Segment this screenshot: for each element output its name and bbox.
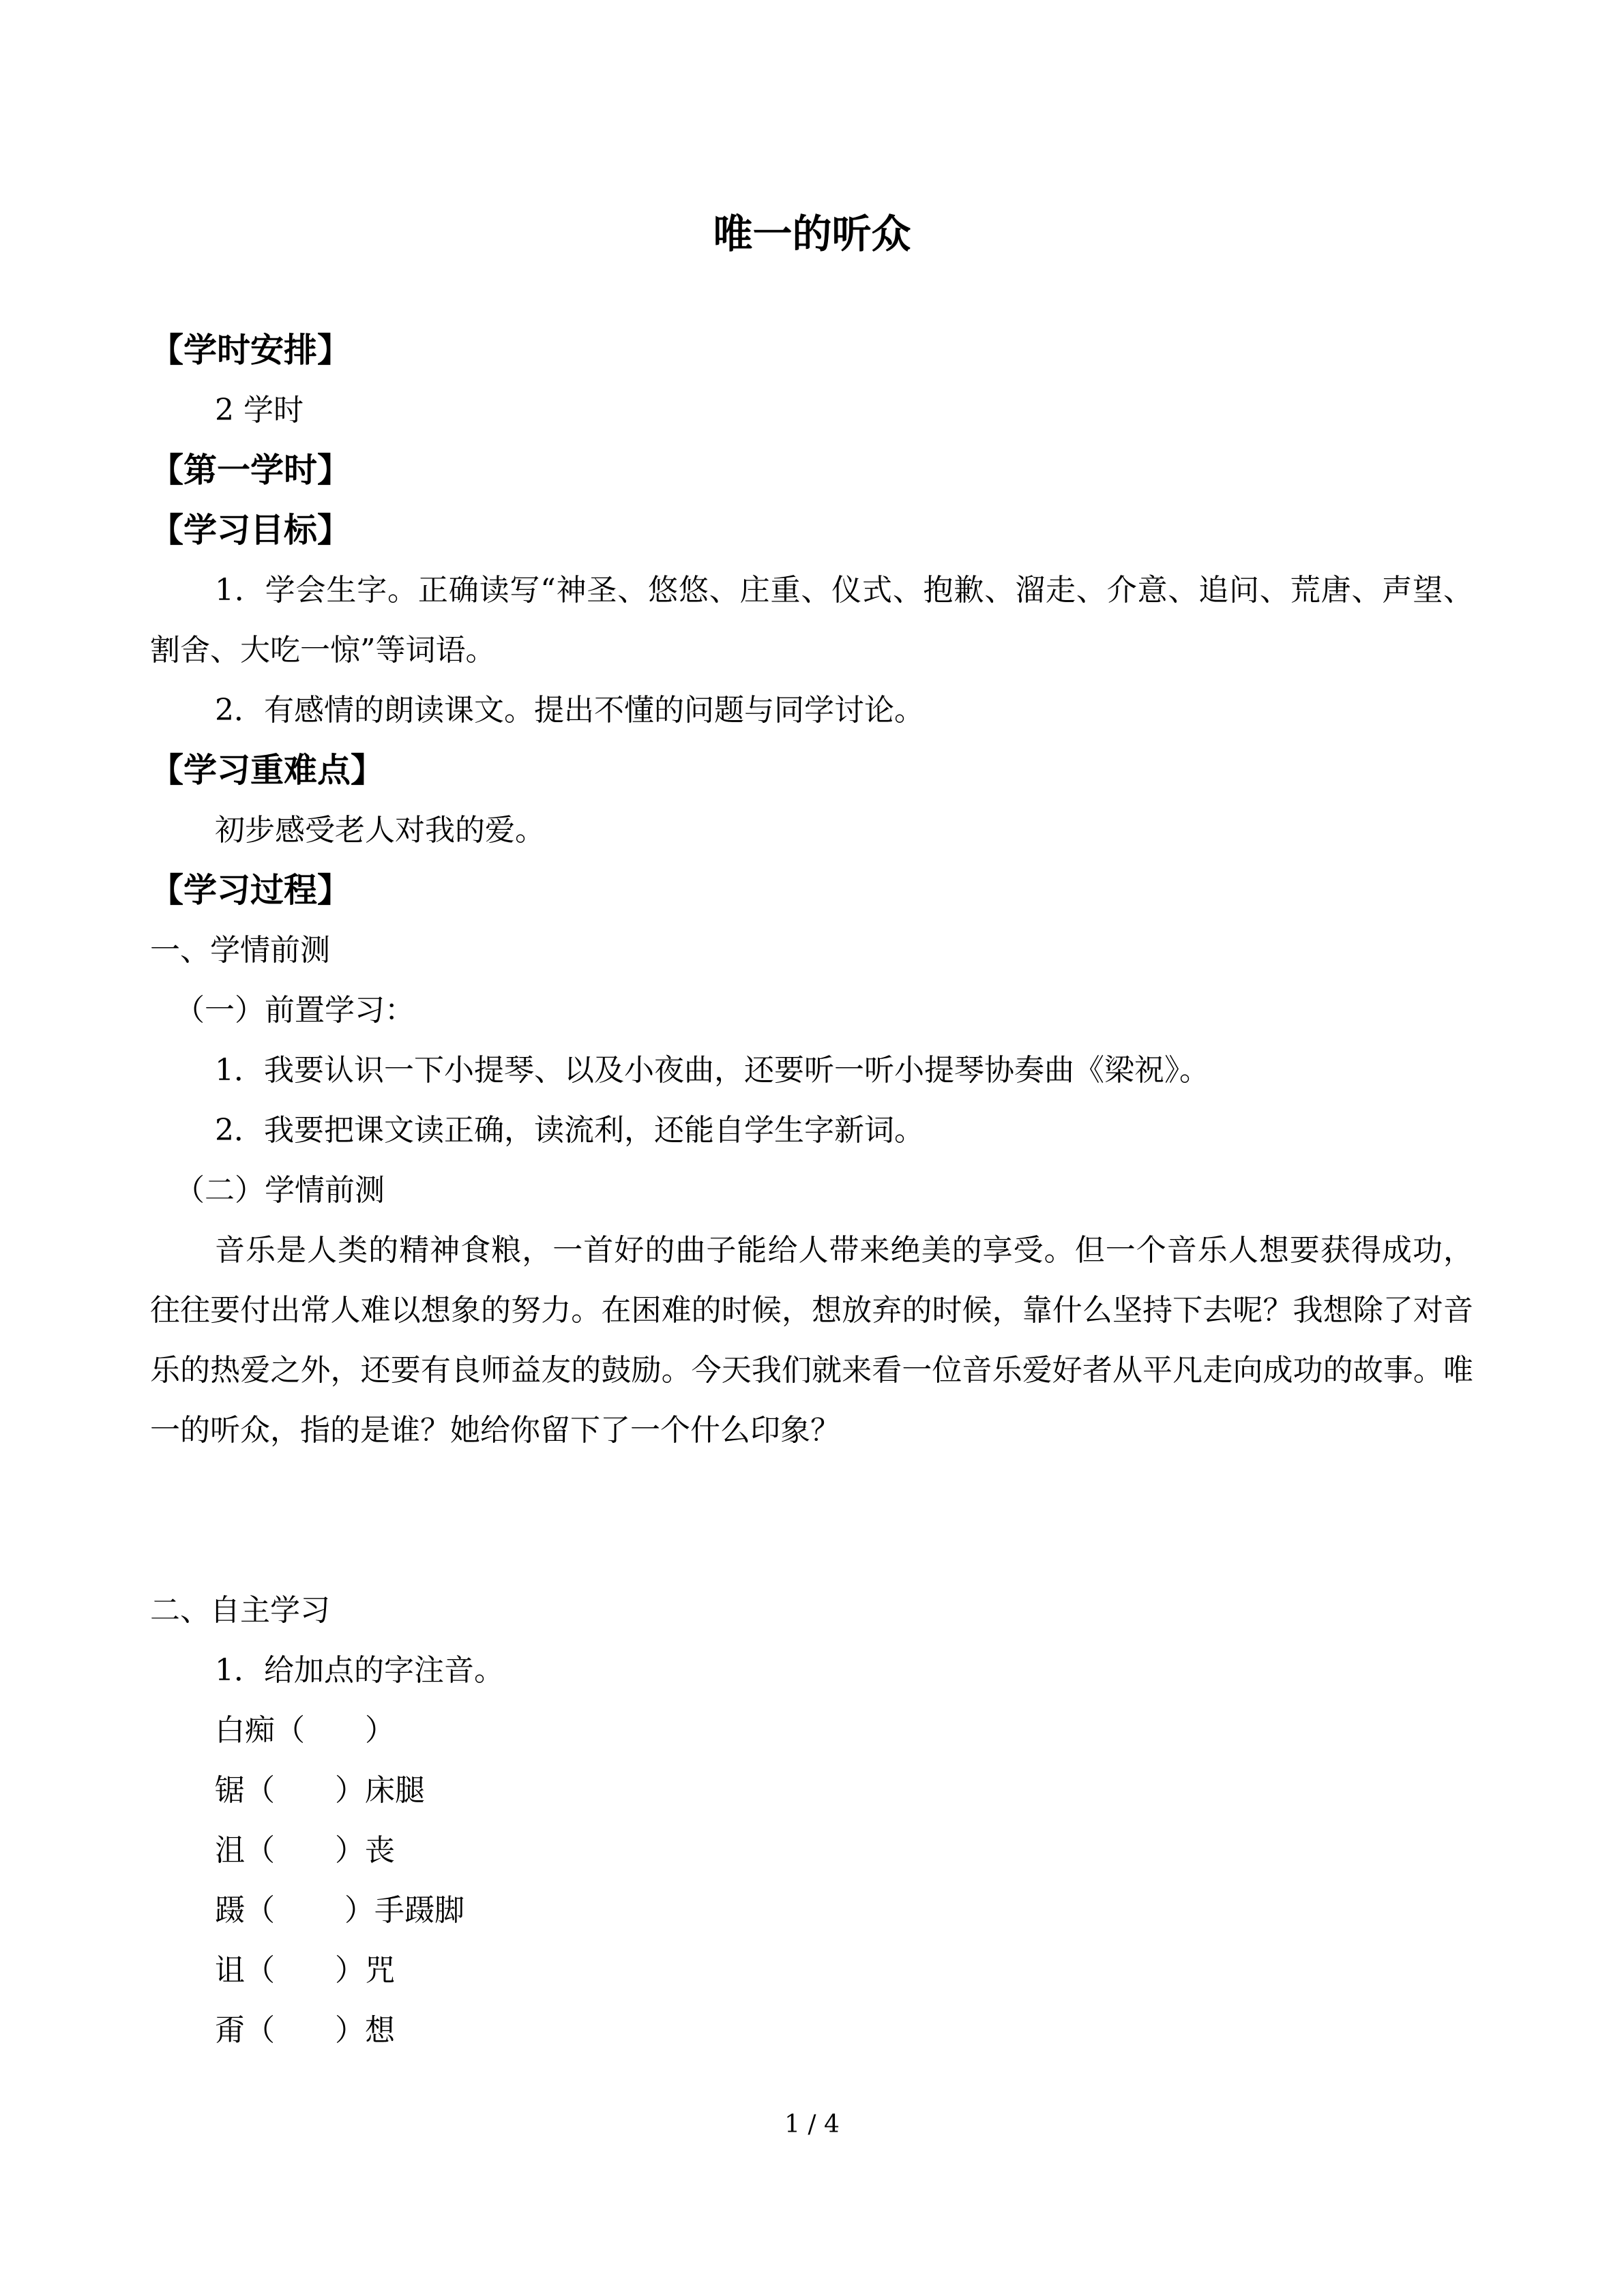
- part2-heading: 二、自主学习: [150, 1593, 330, 1628]
- goals-heading: 【学习目标】: [150, 511, 351, 550]
- document-body: [150, 320, 1473, 2061]
- blank-space: [150, 1461, 1473, 1581]
- pinyin-item: 沮（ ）丧: [215, 1833, 395, 1868]
- part1-sub2: （二）学情前测: [175, 1173, 385, 1208]
- pretest-paragraph: 音乐是人类的精神食粮，一首好的曲子能给人带来绝美的享受。但一个音乐人想要获得成功，往往要付出常人难以想象的努力。在困难的时候，想放弃的时候，靠什么坚持下去呢？我想除了对音乐的热爱之外，还要有良师益友的鼓励。今天我们就来看一位音乐爱好者从平凡走向成功的故事。唯一的听众，指的是谁？她给你留下了一个什么印象？: [150, 1233, 1473, 1448]
- pre-item-1: 1．我要认识一下小提琴、以及小夜曲，还要听一听小提琴协奏曲《梁祝》。: [215, 1053, 1209, 1088]
- goal-2: 2．有感情的朗读课文。提出不懂的问题与同学讨论。: [215, 693, 924, 728]
- first-period-heading: 【第一学时】: [150, 451, 351, 490]
- page-title: 唯一的听众: [713, 211, 911, 257]
- key-text: 初步感受老人对我的爱。: [215, 813, 545, 848]
- question-1: 1．给加点的字注音。: [215, 1653, 504, 1688]
- schedule-heading: 【学时安排】: [150, 331, 351, 370]
- part1-heading: 一、学情前测: [150, 933, 330, 968]
- pinyin-item: 甭（ ）想: [215, 2013, 395, 2048]
- schedule-value: 2 学时: [215, 393, 304, 428]
- page-number: 1 / 4: [784, 2111, 840, 2138]
- pinyin-item: 诅（ ）咒: [215, 1953, 395, 1988]
- pinyin-item: 蹑（ ）手蹑脚: [215, 1893, 464, 1928]
- key-heading: 【学习重难点】: [150, 751, 385, 790]
- pinyin-item: 锯（ ）床腿: [215, 1773, 425, 1808]
- part1-sub1: （一）前置学习：: [175, 993, 415, 1028]
- pre-item-2: 2．我要把课文读正确，读流利，还能自学生字新词。: [215, 1113, 924, 1148]
- pinyin-item: 白痴（ ）: [215, 1713, 395, 1748]
- process-heading: 【学习过程】: [150, 871, 351, 910]
- goal-1: 1．学会生字。正确读写“神圣、悠悠、庄重、仪式、抱歉、溜走、介意、追问、荒唐、声望、割舍、大吃一惊”等词语。: [150, 573, 1473, 668]
